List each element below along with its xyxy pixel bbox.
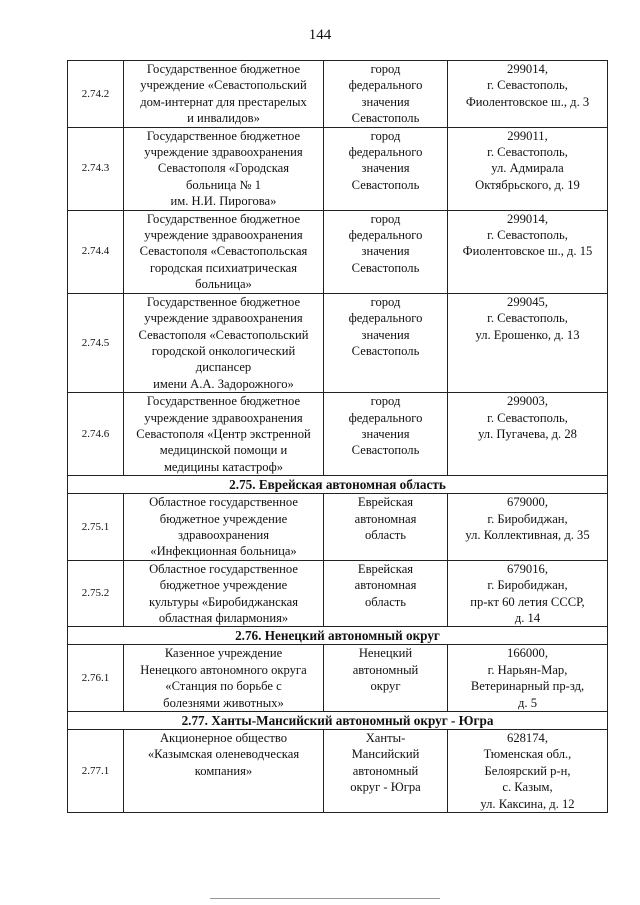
entry-number-cell: 2.74.3 bbox=[68, 127, 124, 210]
organization-name-cell: Государственное бюджетное учреждение здравоохранения Севастополя «Севастопольская городская психиатрическая больница» bbox=[124, 210, 324, 293]
region-cell: Ненецкий автономный округ bbox=[324, 645, 448, 712]
entry-number-cell: 2.76.1 bbox=[68, 645, 124, 712]
entry-number-cell: 2.74.5 bbox=[68, 293, 124, 392]
region-cell: город федерального значения Севастополь bbox=[324, 61, 448, 128]
section-heading-row bbox=[68, 627, 608, 645]
address-cell: 299014, г. Севастополь, Фиолентовское ш., д. 15 bbox=[448, 210, 608, 293]
section-heading: 2.75. Еврейская автономная область bbox=[68, 476, 608, 494]
region-cell: Еврейская автономная область bbox=[324, 560, 448, 627]
region-cell: Еврейская автономная область bbox=[324, 494, 448, 561]
region-cell: город федерального значения Севастополь bbox=[324, 293, 448, 392]
table-row bbox=[68, 560, 608, 627]
scan-edge-line bbox=[210, 898, 440, 899]
table-row bbox=[68, 210, 608, 293]
organization-name-cell: Государственное бюджетное учреждение «Севастопольский дом-интернат для престарелых и инвалидов» bbox=[124, 61, 324, 128]
entry-number-cell: 2.77.1 bbox=[68, 730, 124, 813]
region-cell: город федерального значения Севастополь bbox=[324, 210, 448, 293]
region-cell: Ханты- Мансийский автономный округ - Югра bbox=[324, 730, 448, 813]
organization-name-cell: Казенное учреждение Ненецкого автономного округа «Станция по борьбе с болезнями животных» bbox=[124, 645, 324, 712]
entry-number-cell: 2.74.2 bbox=[68, 61, 124, 128]
table-row bbox=[68, 393, 608, 476]
organization-name-cell: Государственное бюджетное учреждение здравоохранения Севастополя «Севастопольский городской онкологический диспансер имени А.А. Задорожного» bbox=[124, 293, 324, 392]
table-row bbox=[68, 61, 608, 128]
section-heading: 2.77. Ханты-Мансийский автономный округ - Югра bbox=[68, 712, 608, 730]
registry-body bbox=[68, 61, 608, 813]
address-cell: 679016, г. Биробиджан, пр-кт 60 летия СССР, д. 14 bbox=[448, 560, 608, 627]
table-row bbox=[68, 645, 608, 712]
address-cell: 299011, г. Севастополь, ул. Адмирала Октябрьского, д. 19 bbox=[448, 127, 608, 210]
entry-number-cell: 2.74.4 bbox=[68, 210, 124, 293]
address-cell: 299014, г. Севастополь, Фиолентовское ш., д. 3 bbox=[448, 61, 608, 128]
address-cell: 166000, г. Нарьян-Мар, Ветеринарный пр-зд, д. 5 bbox=[448, 645, 608, 712]
table-row bbox=[68, 293, 608, 392]
entry-number-cell: 2.75.1 bbox=[68, 494, 124, 561]
section-heading-row bbox=[68, 712, 608, 730]
page-number: 144 bbox=[308, 27, 332, 43]
organization-registry-table bbox=[67, 60, 608, 813]
address-cell: 628174, Тюменская обл., Белоярский р-н, с. Казым, ул. Каксина, д. 12 bbox=[448, 730, 608, 813]
organization-name-cell: Акционерное общество «Казымская оленеводческая компания» bbox=[124, 730, 324, 813]
entry-number-cell: 2.75.2 bbox=[68, 560, 124, 627]
table-row bbox=[68, 127, 608, 210]
table-row bbox=[68, 730, 608, 813]
entry-number-cell: 2.74.6 bbox=[68, 393, 124, 476]
address-cell: 299045, г. Севастополь, ул. Ерошенко, д. 13 bbox=[448, 293, 608, 392]
organization-name-cell: Государственное бюджетное учреждение здравоохранения Севастополя «Городская больница № 1 им. Н.И. Пирогова» bbox=[124, 127, 324, 210]
organization-name-cell: Областное государственное бюджетное учреждение культуры «Биробиджанская областная филармония» bbox=[124, 560, 324, 627]
table-row bbox=[68, 494, 608, 561]
section-heading: 2.76. Ненецкий автономный округ bbox=[68, 627, 608, 645]
address-cell: 299003, г. Севастополь, ул. Пугачева, д. 28 bbox=[448, 393, 608, 476]
region-cell: город федерального значения Севастополь bbox=[324, 127, 448, 210]
organization-name-cell: Государственное бюджетное учреждение здравоохранения Севастополя «Центр экстренной медицинской помощи и медицины катастроф» bbox=[124, 393, 324, 476]
section-heading-row bbox=[68, 476, 608, 494]
region-cell: город федерального значения Севастополь bbox=[324, 393, 448, 476]
organization-name-cell: Областное государственное бюджетное учреждение здравоохранения «Инфекционная больница» bbox=[124, 494, 324, 561]
address-cell: 679000, г. Биробиджан, ул. Коллективная, д. 35 bbox=[448, 494, 608, 561]
